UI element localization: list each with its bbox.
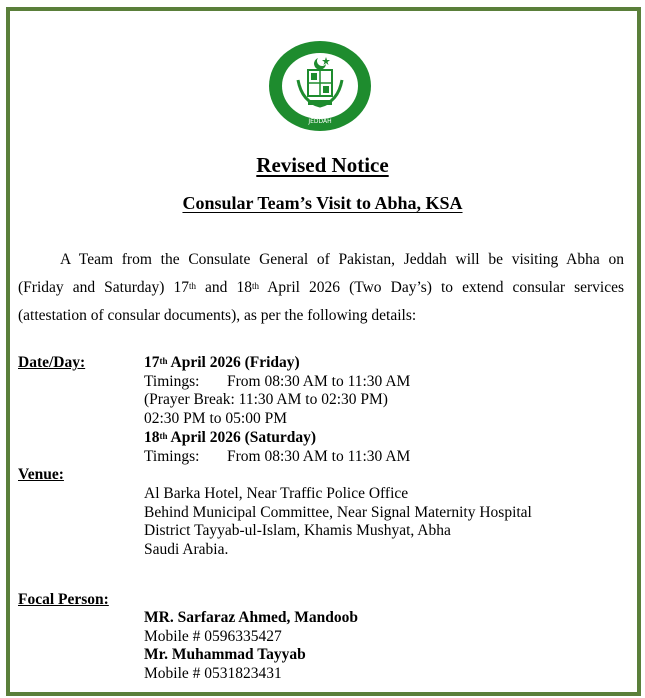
day1-afternoon-timings: 02:30 PM to 05:00 PM bbox=[144, 410, 287, 428]
notice-subtitle: Consular Team’s Visit to Abha, KSA bbox=[182, 193, 463, 213]
intro-line-1: A Team from the Consulate General of Pakistan, Jeddah will be visiting Abha on bbox=[60, 251, 624, 268]
intro-line-3: (attestation of consular documents), as per the following details: bbox=[18, 307, 417, 324]
notice-title: Revised Notice bbox=[256, 153, 389, 177]
consulate-emblem-logo bbox=[268, 40, 372, 132]
focal-person-name: Mr. Muhammad Tayyab bbox=[144, 646, 306, 664]
day2-date: 18th April 2026 (Saturday) bbox=[144, 428, 317, 446]
day1-date: 17th April 2026 (Friday) bbox=[144, 354, 300, 371]
focal-person-name: MR. Sarfaraz Ahmed, Mandoob bbox=[144, 609, 358, 626]
date-day-label: Date/Day: bbox=[18, 354, 86, 371]
venue-line: Saudi Arabia. bbox=[144, 541, 229, 559]
venue-line: Behind Municipal Committee, Near Signal Maternity Hospital bbox=[144, 503, 532, 521]
venue-line: District Tayyab-ul-Islam, Khamis Mushyat, Abha bbox=[144, 522, 451, 540]
pakistan-emblem-icon bbox=[268, 40, 372, 132]
day1-timings: Timings: From 08:30 AM to 11:30 AM bbox=[144, 372, 411, 390]
venue-address bbox=[144, 485, 532, 560]
day2-timings: Timings: From 08:30 AM to 11:30 AM bbox=[144, 447, 411, 465]
focal-person-mobile: Mobile # 0596335427 bbox=[144, 627, 282, 645]
venue-label: Venue: bbox=[18, 466, 64, 483]
date-day-details bbox=[144, 354, 410, 466]
intro-line-2: (Friday and Saturday) 17th and 18th April 2026 (Two Day’s) to extend consular services bbox=[18, 279, 624, 296]
venue-line: Al Barka Hotel, Near Traffic Police Office bbox=[144, 485, 409, 502]
svg-text:JEDDAH: JEDDAH bbox=[308, 118, 332, 125]
focal-person-label: Focal Person: bbox=[18, 591, 109, 608]
focal-person-mobile: Mobile # 0531823431 bbox=[144, 665, 282, 683]
prayer-break: (Prayer Break: 11:30 AM to 02:30 PM) bbox=[144, 391, 388, 409]
intro-paragraph bbox=[18, 246, 624, 330]
focal-person-details bbox=[144, 609, 358, 684]
